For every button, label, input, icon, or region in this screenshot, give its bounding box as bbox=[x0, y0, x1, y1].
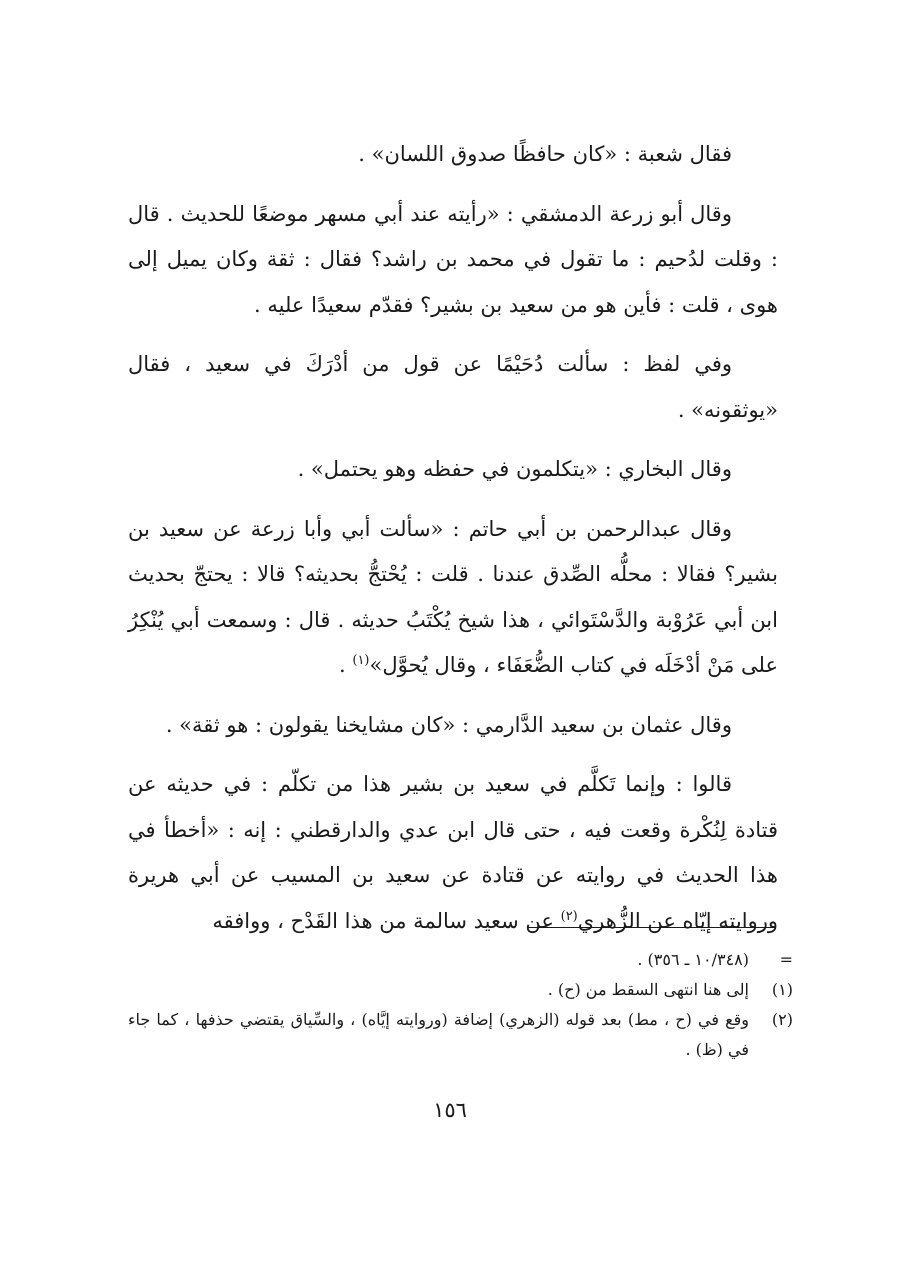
continuation-text: (١٠/٣٤٨ ـ ٣٥٦) . bbox=[637, 950, 749, 969]
footnote-2 bbox=[128, 1005, 793, 1065]
paragraph-text: وقال البخاري : «يتكلمون في حفظه وهو يحتمل» . bbox=[297, 457, 732, 481]
paragraph-text: وقال عبدالرحمن بن أبي حاتم : «سألت أبي وأبا زرعة عن سعيد بن بشير؟ فقالا : محلُّه الصِّدق عندنا . قلت : يُحْتجُّ بحديثه؟ قالا : يحتجّ بحديث ابن أبي عَرُوْبة والدَّسْتَوائي ، هذا شيخ يُكْتَبُ حديثه . قال : وسمعت أبي يُنْكِرُ على مَنْ أدْخَلَه في كتاب الضُّعَفَاء ، وقال يُحوَّل» bbox=[128, 516, 778, 677]
paragraph-abu-zura bbox=[128, 192, 778, 329]
footnote-mark: (٢) bbox=[771, 1010, 793, 1029]
paragraph-darimi bbox=[128, 703, 778, 749]
paragraph-lafz bbox=[128, 342, 778, 433]
paragraph-tail: . bbox=[339, 653, 353, 677]
paragraph-shuba bbox=[128, 132, 778, 178]
footnote-separator bbox=[528, 927, 773, 928]
paragraph-bukhari bbox=[128, 447, 778, 493]
footnote-ref-2[interactable]: (٢) bbox=[560, 908, 578, 924]
footnote-text: وقع في (ح ، مط) بعد قوله (الزهري) إضافة (وروايته إيَّاه) ، والسِّياق يقتضي حذفها ، كما جاء في (ظ) . bbox=[128, 1010, 749, 1059]
footnote-ref-1[interactable]: (١) bbox=[352, 653, 370, 668]
paragraph-text: قالوا : وإنما تَكلَّم في سعيد بن بشير هذا من تكلّم : في حديثه عن قتادة لِنُكْرة وقعت فيه ، حتى قال ابن عدي والدارقطني : إنه : «أخطأ في هذا الحديث في روايته عن قتادة عن سعيد بن المسيب عن أبي هريرة وروايته إيّاه عن الزُّهري bbox=[128, 772, 778, 933]
paragraph-ibn-abi-hatim bbox=[128, 507, 778, 689]
paragraph-text: فقال شعبة : «كان حافظًا صدوق اللسان» . bbox=[358, 142, 732, 166]
footnotes bbox=[128, 945, 793, 1065]
paragraph-tail: عن سعيد سالمة من هذا القَدْح ، ووافقه bbox=[212, 908, 561, 933]
main-text bbox=[128, 132, 778, 958]
continuation-mark: = bbox=[779, 950, 793, 969]
page-number: ١٥٦ bbox=[433, 1098, 467, 1122]
footnote-1 bbox=[128, 975, 793, 1005]
footnote-continuation bbox=[128, 945, 793, 975]
paragraph-text: وقال أبو زرعة الدمشقي : «رأيته عند أبي مسهر موضعًا للحديث . قال : وقلت لدُحيم : ما تقول في محمد بن راشد؟ فقال : ثقة وكان يميل إلى هوى ، قلت : فأين هو من سعيد بن بشير؟ فقدّم سعيدًا عليه . bbox=[128, 201, 778, 317]
paragraph-text: وفي لفظ : سألت دُحَيْمًا عن قول من أدْرَكَ في سعيد ، فقال «يوثقونه» . bbox=[128, 352, 778, 422]
paragraph-qalu bbox=[128, 762, 778, 944]
footnote-mark: (١) bbox=[771, 980, 793, 999]
paragraph-text: وقال عثمان بن سعيد الدَّارمي : «كان مشايخنا يقولون : هو ثقة» . bbox=[165, 712, 732, 737]
footnote-text: إلى هنا انتهى السقط من (ح) . bbox=[547, 980, 749, 999]
